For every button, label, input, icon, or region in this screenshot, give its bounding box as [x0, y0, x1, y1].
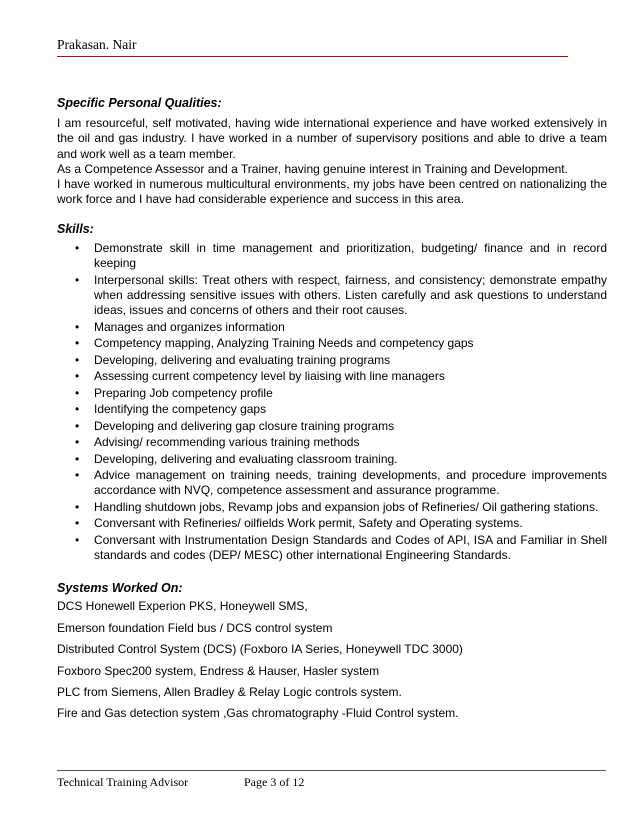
qualities-text [57, 116, 607, 162]
list-item: • Interpersonal skills: Treat others with respect, fairness, and consistency; demonstrate empathy when addressing sensitive issues with others. Listen carefully and ask questions to understand ideas, issues and concerns of others and their root causes. [94, 273, 607, 319]
qualities-line: As a Competence Assessor and a Trainer, having genuine interest in Training and Development. [57, 161, 568, 176]
list-item: • Demonstrate skill in time management and prioritization, budgeting/ finance and in record keeping [94, 241, 607, 272]
list-item: • Competency mapping, Analyzing Training Needs and competency gaps [94, 336, 607, 351]
skills-title: Skills: [57, 221, 94, 236]
qualities-line: I have worked in numerous multicultural environments, my jobs have been centred on nationalizing the work force and I have had considerable experience and success in this area. [57, 177, 607, 207]
footer-role: Technical Training Advisor [57, 775, 189, 789]
systems-title: Systems Worked On: [57, 581, 183, 596]
page-footer [57, 770, 606, 790]
systems-item: DCS Honewell Experion PKS, Honeywell SMS, [57, 599, 308, 614]
document-body [57, 96, 607, 728]
header-name: Prakasan. Nair [57, 37, 137, 52]
systems-item: PLC from Siemens, Allen Bradley & Relay Logic controls system. [57, 684, 402, 699]
list-item: • Developing and delivering gap closure training programs [94, 419, 607, 434]
list-item: • Manages and organizes information [94, 320, 607, 335]
systems-item: Distributed Control System (DCS) (Foxboro IA Series, Honeywell TDC 3000) [57, 642, 463, 657]
page-header [57, 37, 568, 57]
list-item: • Developing, delivering and evaluating classroom training. [94, 452, 607, 467]
list-item: • Advising/ recommending various training methods [94, 435, 607, 450]
qualities-text [57, 177, 607, 208]
list-item: • Developing, delivering and evaluating training programs [94, 353, 607, 368]
systems-item: Fire and Gas detection system ,Gas chromatography -Fluid Control system. [57, 706, 459, 721]
list-item: • Advice management on training needs, training developments, and procedure improvements accordance with NVQ, competence assessment and assurance programme. [94, 468, 607, 499]
qualities-line: I am resourceful, self motivated, having wide international experience and have worked extensively in the oil and gas industry. I have worked in a number of supervisory positions and able to drive a team and work well as a team member. [57, 116, 607, 161]
qualities-title: Specific Personal Qualities: [57, 96, 222, 110]
list-item: • Handling shutdown jobs, Revamp jobs and expansion jobs of Refineries/ Oil gathering stations. [94, 500, 607, 515]
list-item: • Identifying the competency gaps [94, 402, 607, 417]
skills-list [57, 241, 607, 564]
qualities-text [57, 162, 607, 177]
list-item: • Conversant with Refineries/ oilfields Work permit, Safety and Operating systems. [94, 516, 607, 531]
systems-item: Foxboro Spec200 system, Endress & Hauser, Hasler system [57, 663, 380, 678]
systems-item: Emerson foundation Field bus / DCS control system [57, 620, 333, 635]
list-item: • Assessing current competency level by liaising with line managers [94, 369, 607, 384]
footer-page-number: Page 3 of 12 [244, 775, 305, 789]
list-item: • Preparing Job competency profile [94, 386, 607, 401]
list-item: • Conversant with Instrumentation Design Standards and Codes of API, ISA and Familiar in Shell standards and codes (DEP/ MESC) other international Engineering Standards. [94, 533, 607, 564]
